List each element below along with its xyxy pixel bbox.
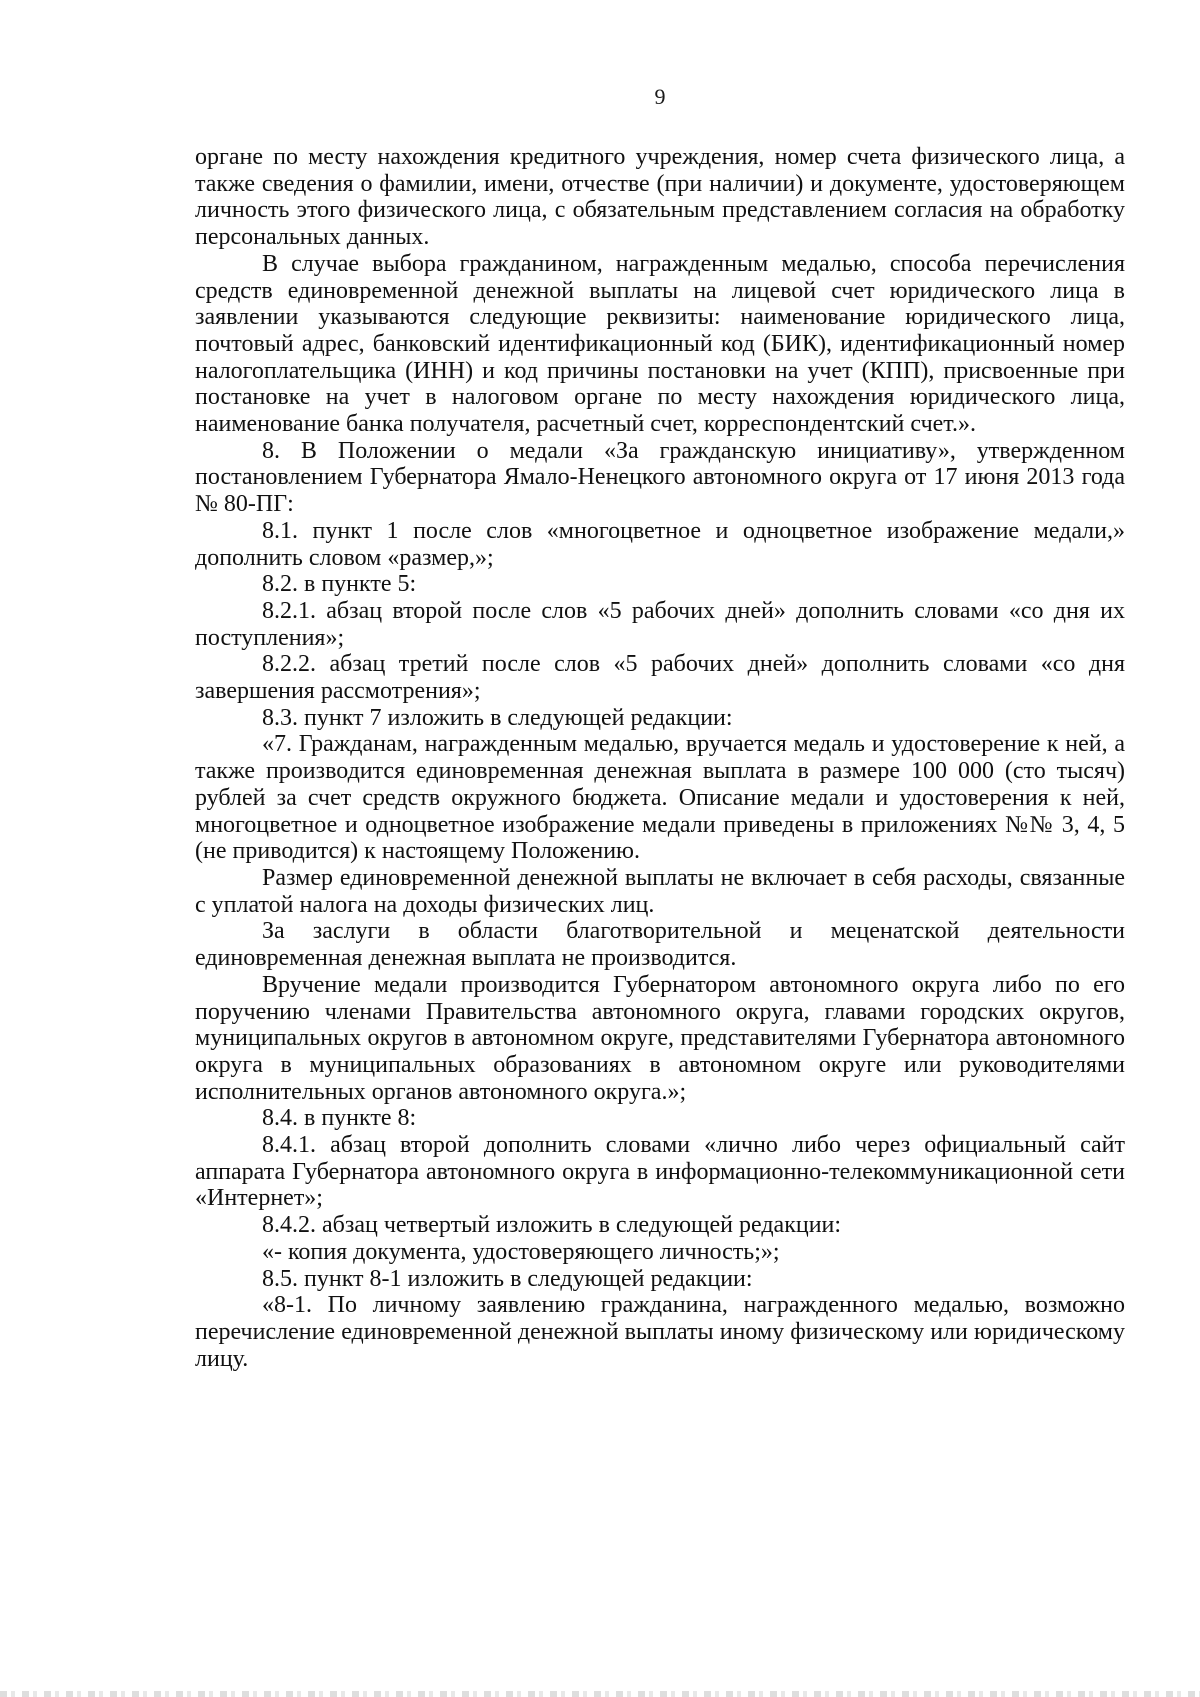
paragraph-id-copy: «- копия документа, удостоверяющего личность;»; <box>262 1238 780 1265</box>
paragraph-item-8-4-2: 8.4.2. абзац четвертый изложить в следующей редакции: <box>262 1212 842 1239</box>
paragraph-item-8-3: 8.3. пункт 7 изложить в следующей редакции: <box>262 704 733 731</box>
paragraph-item-8-4-1: 8.4.1. абзац второй дополнить словами «лично либо через официальный сайт аппарата Губернатора автономного округа в информационно-телекоммуникационной сети «Интернет»; <box>195 1132 1125 1212</box>
paragraph-clause-8-1: «8-1. По личному заявлению гражданина, награжденного медалью, возможно перечисление единовременной денежной выплаты иному физическому или юридическому лицу. <box>195 1292 1125 1372</box>
paragraph-medal-award: Вручение медали производится Губернатором автономного округа либо по его поручению членами Правительства автономного округа, главами городских округов, муниципальных округов в автономном округе, представителями Губернатора автономного округа в муниципальных образованиях в автономном округе или руководителями исполнительных органов автономного округа.»; <box>195 971 1125 1105</box>
paragraph-item-8-2: 8.2. в пункте 5: <box>262 571 417 598</box>
paragraph-item-8-2-1: 8.2.1. абзац второй после слов «5 рабочих дней» дополнить словами «со дня их поступления»; <box>195 597 1125 651</box>
document-body <box>195 144 1125 1372</box>
paragraph-item-8-5: 8.5. пункт 8-1 изложить в следующей редакции: <box>262 1265 753 1292</box>
paragraph-item-8-1: 8.1. пункт 1 после слов «многоцветное и одноцветное изображение медали,» дополнить словом «размер,»; <box>195 517 1125 571</box>
paragraph-clause-7: «7. Гражданам, награжденным медалью, вручается медаль и удостоверение к ней, а также производится единовременная денежная выплата в размере 100 000 (сто тысяч) рублей за счет средств окружного бюджета. Описание медали и удостоверения к ней, многоцветное и одноцветное изображение медали приведены в приложениях №№ 3, 4, 5 (не приводится) к настоящему Положению. <box>195 731 1125 865</box>
paragraph-charity-merits: За заслуги в области благотворительной и меценатской деятельности единовременная денежная выплата не производится. <box>195 918 1125 972</box>
paragraph-continuation: органе по месту нахождения кредитного учреждения, номер счета физического лица, а также сведения о фамилии, имени, отчестве (при наличии) и документе, удостоверяющем личность этого физического лица, с обязательным представлением согласия на обработку персональных данных. <box>195 144 1125 251</box>
paragraph-item-8-2-2: 8.2.2. абзац третий после слов «5 рабочих дней» дополнить словами «со дня завершения рассмотрения»; <box>195 651 1125 705</box>
paragraph-item-8-4: 8.4. в пункте 8: <box>262 1105 417 1132</box>
scan-edge-artifact <box>0 1691 1200 1697</box>
paragraph-item-8: 8. В Положении о медали «За гражданскую инициативу», утвержденном постановлением Губернатора Ямало-Ненецкого автономного округа от 17 июня 2013 года № 80-ПГ: <box>195 437 1125 518</box>
paragraph-legal-entity-details: В случае выбора гражданином, награжденным медалью, способа перечисления средств единовременной денежной выплаты на лицевой счет юридического лица в заявлении указываются следующие реквизиты: наименование юридического лица, почтовый адрес, банковский идентификационный код (БИК), идентификационный номер налогоплательщика (ИНН) и код причины постановки на учет (КПП), присвоенные при постановке на учет в налоговом органе по месту нахождения юридического лица, наименование банка получателя, расчетный счет, корреспондентский счет.». <box>195 250 1125 438</box>
paragraph-payment-size: Размер единовременной денежной выплаты не включает в себя расходы, связанные с уплатой налога на доходы физических лиц. <box>195 864 1125 918</box>
page-number: 9 <box>654 84 666 109</box>
